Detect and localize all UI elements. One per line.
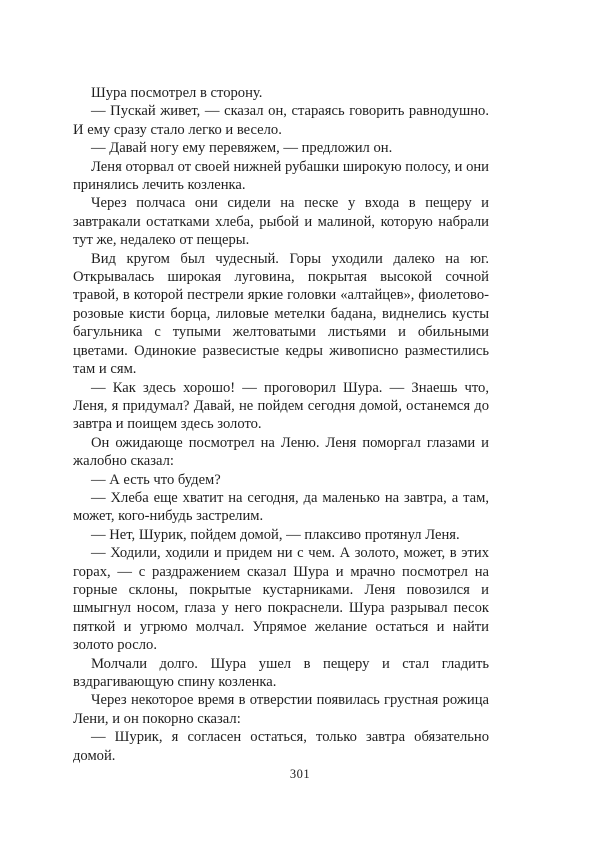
paragraph: — Хлеба еще хватит на сегодня, да маленько на завтра, а там, может, кого-нибудь застрелим. bbox=[73, 489, 489, 525]
paragraph: — А есть что будем? bbox=[91, 471, 221, 488]
paragraph: — Ходили, ходили и придем ни с чем. А золото, может, в этих горах, — с раздражением сказал Шура и мрачно посмотрел на горные склоны, покрытые кустарниками. Леня повозился и шмыгнул носом, глаза у него покраснели. Шура разрывал песок пяткой и угрюмо молчал. Упрямое желание остаться и найти золото росло. bbox=[73, 545, 489, 654]
paragraph: Через полчаса они сидели на песке у входа в пещеру и завтракали остатками хлеба, рыбой и малиной, которую набрали тут же, недалеко от пещеры. bbox=[73, 195, 489, 249]
paragraph: Через некоторое время в отверстии появилась грустная рожица Лени, и он покорно сказал: bbox=[73, 692, 489, 727]
paragraph: Вид кругом был чудесный. Горы уходили далеко на юг. Открывалась широкая луговина, покрытая высокой сочной травой, в которой пестрели яркие головки «алтайцев», фиолетово-розовые кисти борца, лиловые метелки бадана, виднелись кусты багульника с тупыми желтоватыми листьями и обильными цветами. Одинокие развесистые кедры живописно разместились там и сям. bbox=[73, 250, 489, 378]
paragraph: Шура посмотрел в сторону. bbox=[91, 85, 263, 101]
page-number: 301 bbox=[289, 767, 311, 781]
paragraph: — Как здесь хорошо! — проговорил Шура. — Знаешь что, Леня, я придумал? Давай, не пойдем сегодня домой, останемся до завтра и поищем здесь золото. bbox=[73, 379, 489, 433]
paragraph: Он ожидающе посмотрел на Леню. Леня поморгал глазами и жалобно сказал: bbox=[73, 434, 489, 470]
paragraph: Молчали долго. Шура ушел в пещеру и стал гладить вздрагивающую спину козленка. bbox=[73, 655, 489, 690]
paragraph: — Давай ногу ему перевяжем, — предложил он. bbox=[91, 140, 393, 157]
paragraph: — Шурик, я согласен остаться, только завтра обязательно домой. bbox=[73, 729, 489, 764]
page-text-body bbox=[73, 84, 489, 765]
paragraph: Леня оторвал от своей нижней рубашки широкую полосу, и они принялись лечить козленка. bbox=[73, 158, 489, 194]
paragraph: — Пускай живет, — сказал он, стараясь говорить равнодушно. И ему сразу стало легко и весело. bbox=[73, 103, 489, 138]
paragraph: — Нет, Шурик, пойдем домой, — плаксиво протянул Леня. bbox=[91, 526, 460, 543]
